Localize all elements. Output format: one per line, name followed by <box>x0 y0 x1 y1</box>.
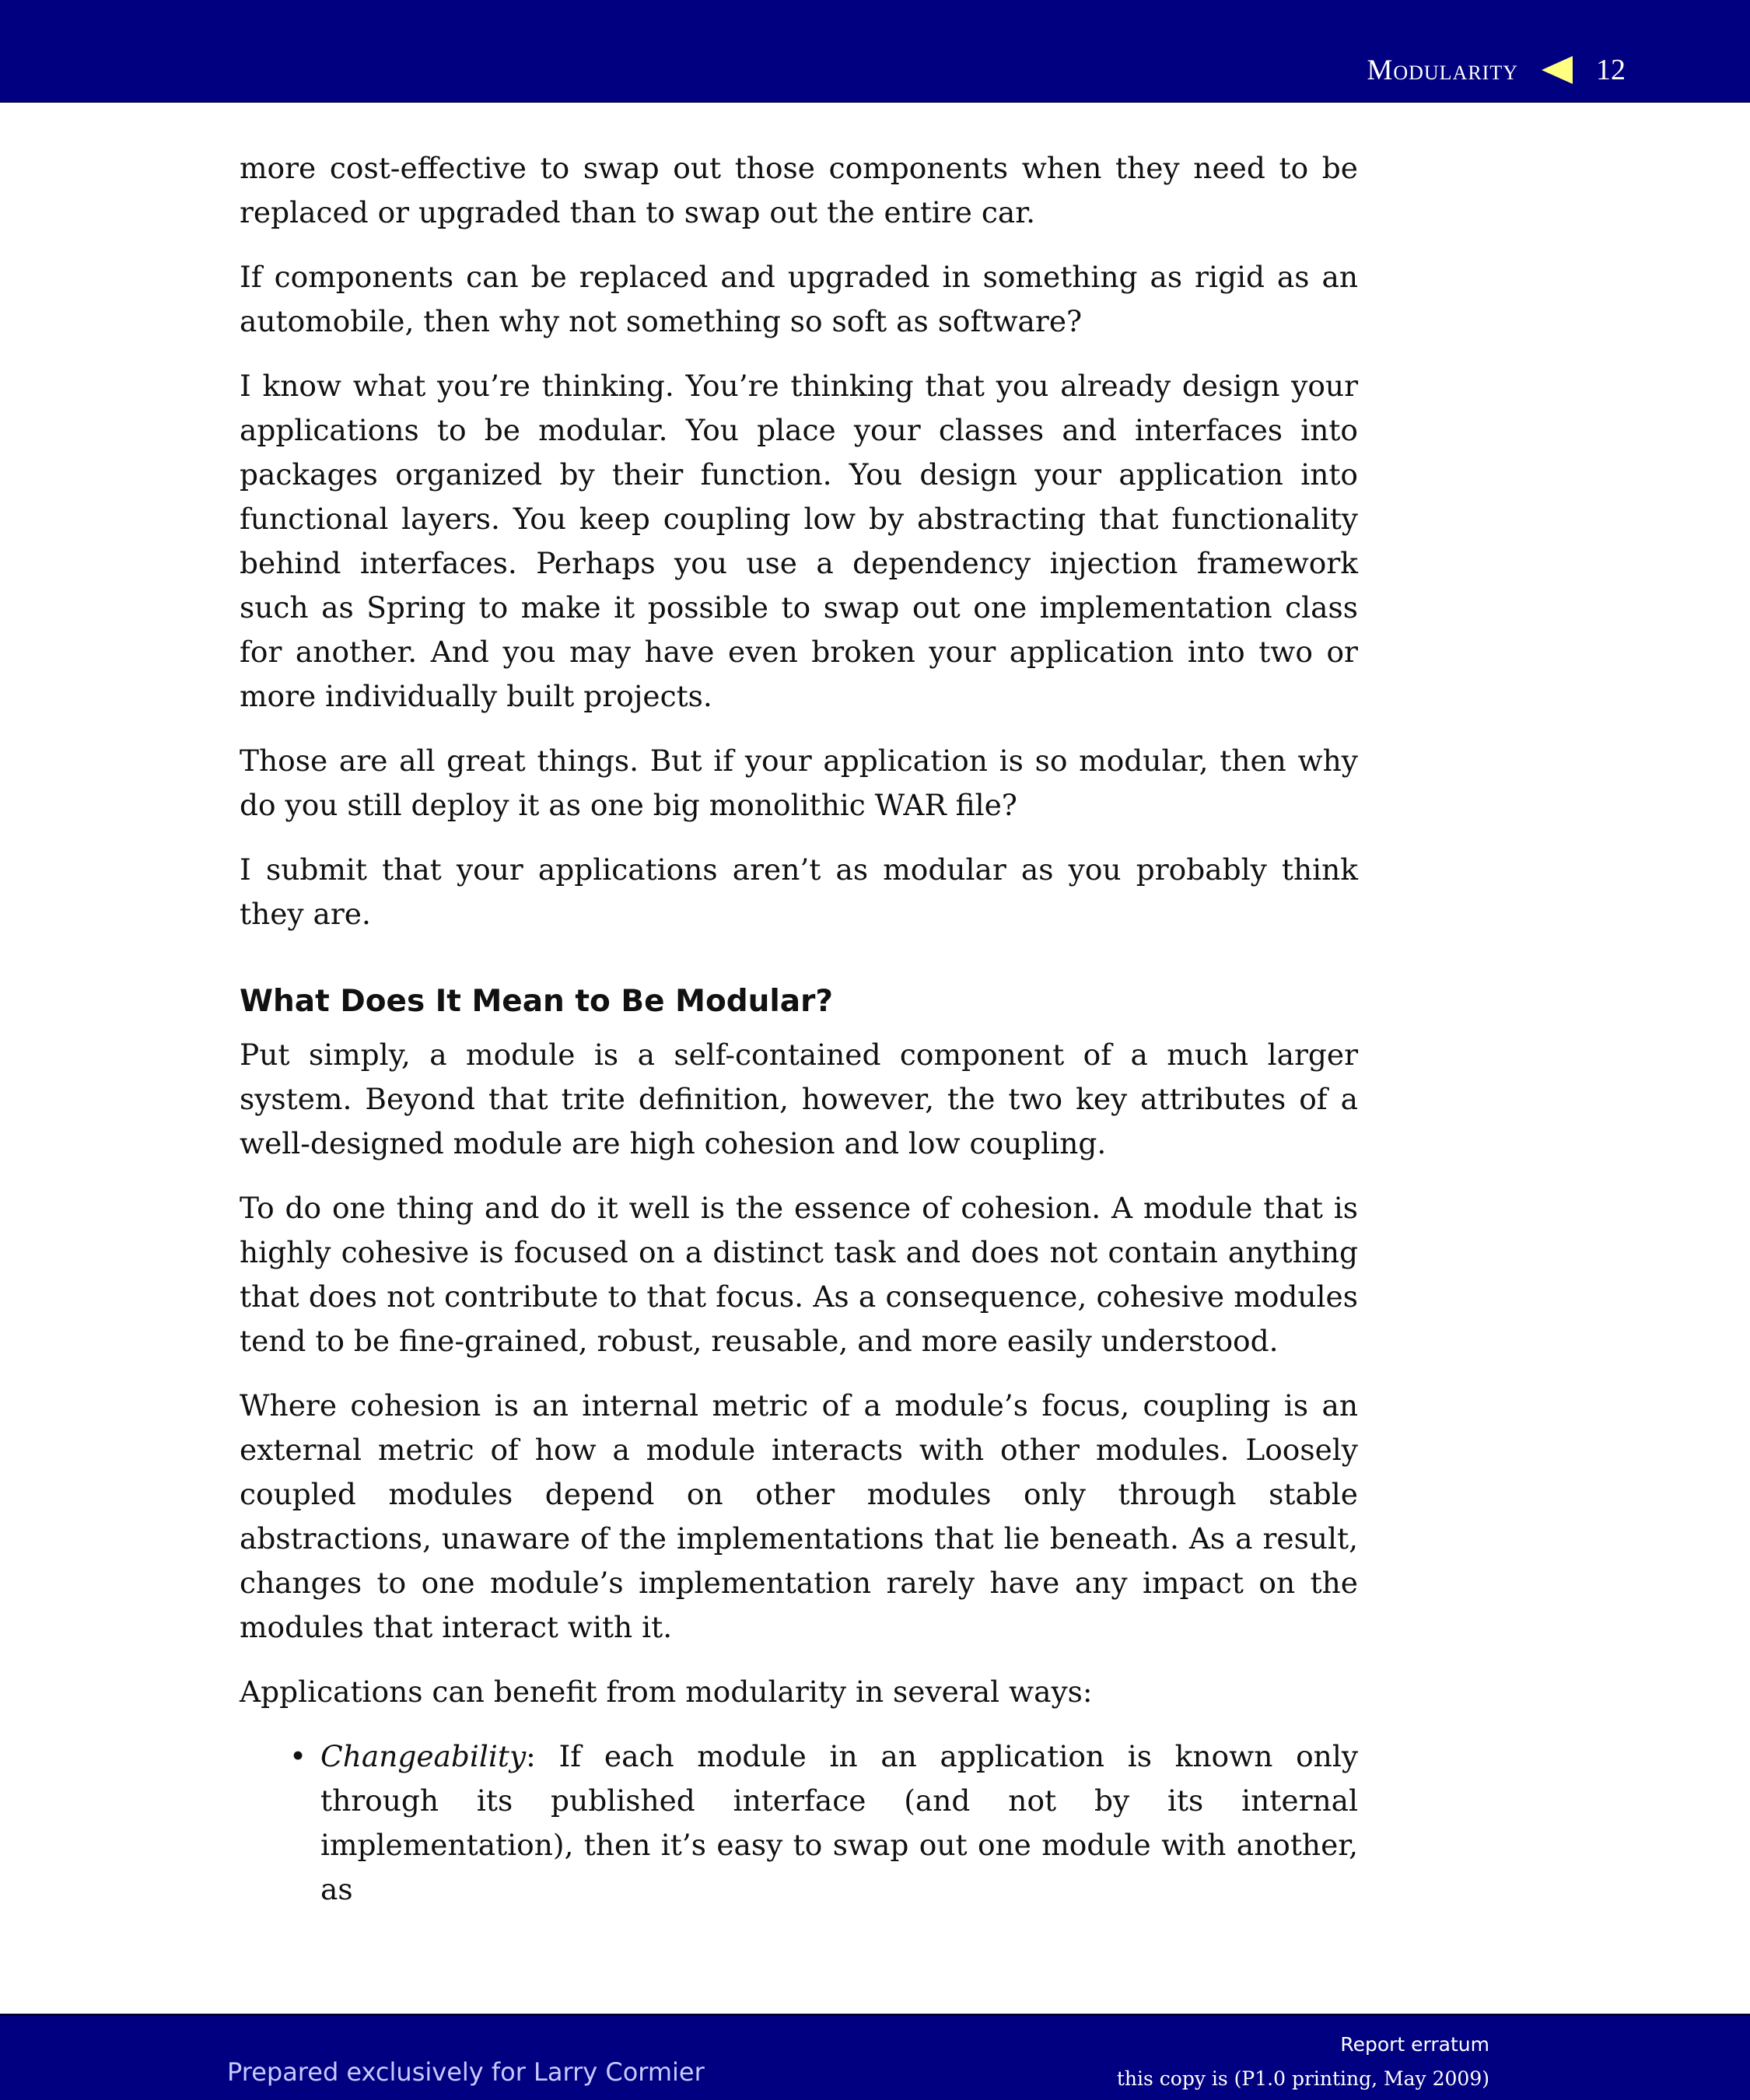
previous-page-arrow-icon[interactable] <box>1542 56 1573 84</box>
paragraph: If components can be replaced and upgraded in something as rigid as an automobile, then why not something so soft as software? <box>240 260 1358 338</box>
header-bar <box>0 0 1750 101</box>
paragraph: Where cohesion is an internal metric of a module’s focus, coupling is an external metric of how a module interacts with other modules. Loosely coupled modules depend on other modules only through stable abstractions, unaware of the implementations that lie beneath. As a result, changes to one module’s implementation rarely have any impact on the modules that interact with it. <box>240 1388 1358 1644</box>
bullet-text: : If each module in an application is known only through its published interface (and not by its internal implementation), then it’s easy to swap out one module with another, as <box>320 1739 1358 1906</box>
paragraph: Applications can benefit from modularity in several ways: <box>240 1675 1093 1709</box>
paragraph: I know what you’re thinking. You’re thinking that you already design your applications to be modular. You place your classes and interfaces into packages organized by their function. You design your application into functional layers. You keep coupling low by abstracting that functionality behind interfaces. Perhaps you use a dependency injection framework such as Spring to make it possible to swap out one implementation class for another. And you may have even broken your application into two or more individually built projects. <box>240 369 1358 713</box>
prepared-for: Prepared exclusively for Larry Cormier <box>227 2057 705 2087</box>
bullet-term: Changeability <box>320 1739 527 1773</box>
list-item <box>289 1734 1358 1912</box>
paragraph: I submit that your applications aren’t as modular as you probably think they are. <box>240 852 1358 931</box>
bullet-icon: • <box>289 1739 307 1773</box>
copy-info: this copy is (P1.0 printing, May 2009) <box>1116 2067 1489 2090</box>
section-heading: What Does It Mean to Be Modular? <box>240 984 833 1019</box>
benefits-list <box>240 1734 1358 1912</box>
paragraph: Put simply, a module is a self-contained component of a much larger system. Beyond that trite definition, however, the two key attributes of a well-designed module are high cohesion and low coupling. <box>240 1038 1358 1160</box>
header-nav <box>1367 53 1626 87</box>
page-number: 12 <box>1596 54 1626 86</box>
paragraph: more cost-effective to swap out those components when they need to be replaced or upgraded than to swap out the entire car. <box>240 151 1358 229</box>
paragraph: To do one thing and do it well is the essence of cohesion. A module that is highly cohesive is focused on a distinct task and does not contain anything that does not contribute to that focus. As a consequence, cohesive modules tend to be fine-grained, robust, reusable, and more easily understood. <box>240 1191 1358 1358</box>
report-erratum-link[interactable]: Report erratum <box>1340 2033 1489 2056</box>
chapter-title[interactable]: Modularity <box>1367 54 1518 86</box>
paragraph: Those are all great things. But if your application is so modular, then why do you still deploy it as one big monolithic WAR file? <box>240 744 1358 822</box>
page-content <box>240 146 1358 1912</box>
footer-bar <box>0 2016 1750 2100</box>
